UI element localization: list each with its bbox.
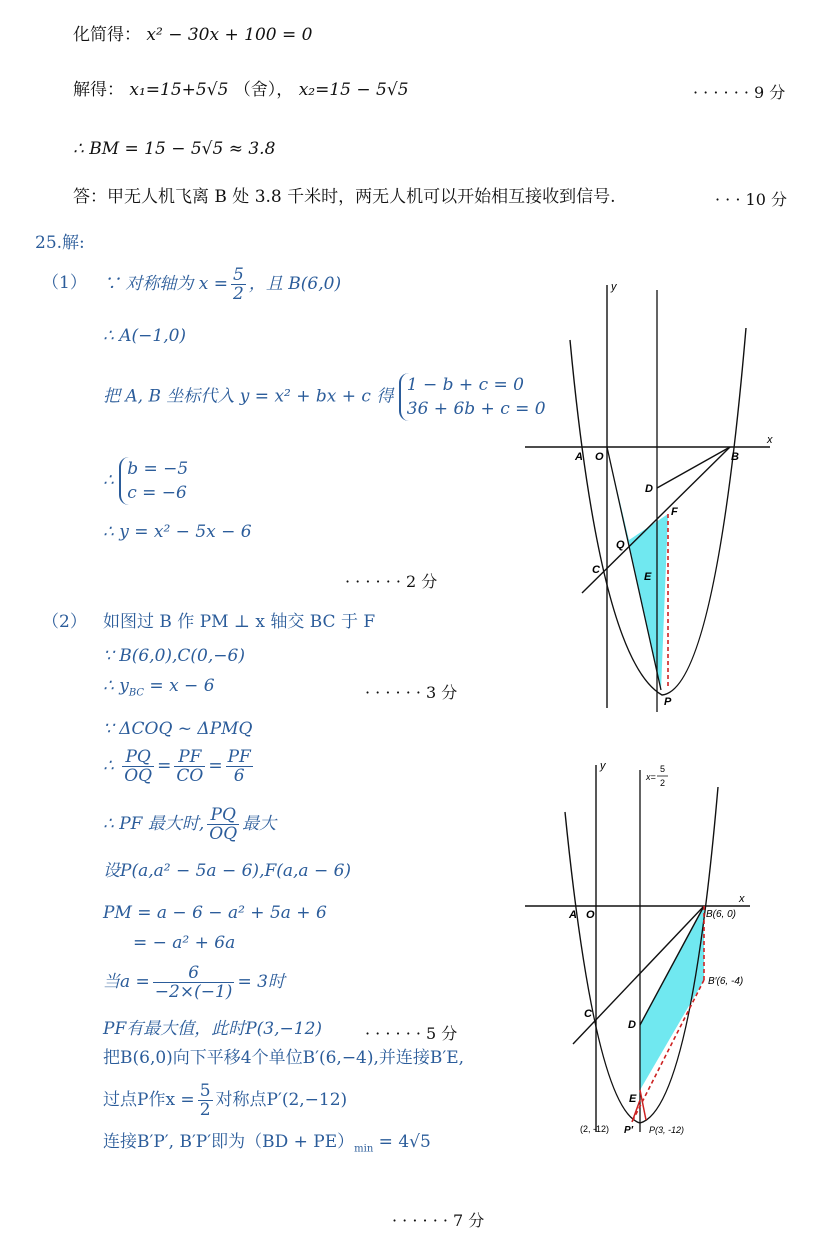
label-B: B(6, 0) xyxy=(706,909,737,920)
text: = x − 6 xyxy=(144,676,215,696)
part2-line14 xyxy=(103,1131,431,1160)
denominator: −2×(−1) xyxy=(154,982,233,1002)
shaded-region xyxy=(607,447,668,690)
text: 当a = xyxy=(103,972,150,992)
label-P: P(3, -12) xyxy=(649,1125,685,1135)
therefore: ∴ xyxy=(103,470,114,491)
label-A: A xyxy=(569,909,577,921)
label: 解得： xyxy=(73,80,124,100)
solve-line xyxy=(73,79,409,101)
shaded-region xyxy=(640,906,704,1090)
bm-line: ∴ BM = 15 − 5√5 ≈ 3.8 xyxy=(73,139,276,159)
part2-line7: 设P(a,a² − 5a − 6),F(a,a − 6) xyxy=(103,861,352,881)
fraction xyxy=(207,806,239,843)
part2-line8: PM = a − 6 − a² + 5a + 6 xyxy=(103,903,327,923)
part2-line6 xyxy=(103,806,276,843)
label-sym-d: 2 xyxy=(660,778,666,788)
part2-line11: PF有最大值，此时P(3,−12) xyxy=(103,1019,323,1039)
text: = 4√5 xyxy=(373,1132,431,1152)
text: 对称点P′(2,−12) xyxy=(215,1090,348,1110)
result-system xyxy=(119,457,188,505)
part1-line5: ∴ y = x² − 5x − 6 xyxy=(103,522,252,542)
part2-line10 xyxy=(103,964,285,1001)
numerator: 5 xyxy=(233,265,244,285)
text: ∴ PF 最大时, xyxy=(103,814,205,834)
label-x: x xyxy=(739,893,745,905)
score-7: · · · · · · 7 分 xyxy=(392,1211,485,1230)
x1: x₁=15+5√5 xyxy=(129,80,229,100)
part2-line4: ∵ ΔCOQ ~ ΔPMQ xyxy=(103,719,253,739)
therefore: ∴ xyxy=(103,756,114,776)
line-db xyxy=(657,447,730,488)
label-E: E xyxy=(644,571,652,583)
fraction-pf-co xyxy=(174,748,205,785)
res1: b = −5 xyxy=(127,459,189,479)
problem-header: 25.解: xyxy=(35,233,85,253)
label: 化简得： xyxy=(73,25,141,45)
graph-2 xyxy=(520,755,790,1145)
denominator: 6 xyxy=(233,766,245,786)
eq2: 36 + 6b + c = 0 xyxy=(406,399,546,419)
x1-note: （舍）， xyxy=(233,80,294,100)
part2-line5 xyxy=(103,748,256,785)
text: 连接B′P′, B′P′即为（BD + PE） xyxy=(103,1132,355,1152)
text: ∵ 对称轴为 x = xyxy=(103,274,229,294)
numerator: PQ xyxy=(207,806,239,825)
part2-line13 xyxy=(103,1082,347,1119)
text: = 3时 xyxy=(237,972,285,992)
equals: = xyxy=(208,756,223,776)
graph-1 xyxy=(520,272,790,717)
part2-line12: 把B(6,0)向下平移4个单位B′(6,−4),并连接B′E, xyxy=(103,1048,465,1068)
part1-number: （1） xyxy=(42,273,87,293)
text: 最大 xyxy=(242,814,277,834)
label-Pp: P′ xyxy=(624,1125,634,1136)
numerator: 5 xyxy=(199,1081,211,1101)
label-D: D xyxy=(628,1019,636,1031)
score-9: · · · · · · 9 分 xyxy=(693,83,786,102)
label-C: C xyxy=(584,1008,592,1020)
label-Pp-coord: (2, -12) xyxy=(580,1124,610,1134)
denominator: OQ xyxy=(124,766,153,786)
label-C: C xyxy=(592,564,600,576)
x2: x₂=15 − 5√5 xyxy=(298,80,409,100)
res2: c = −6 xyxy=(127,483,187,503)
answer-line: 答：甲无人机飞离 B 处 3.8 千米时，两无人机可以开始相互接收到信号. xyxy=(73,187,616,207)
label-O: O xyxy=(586,909,595,921)
label-sym-x: x= xyxy=(646,772,656,782)
score-10: · · · 10 分 xyxy=(715,190,787,209)
text: 过点P作x = xyxy=(103,1090,195,1110)
label-B: B xyxy=(731,451,739,463)
part1-line4 xyxy=(103,457,188,505)
numerator: PF xyxy=(174,748,205,767)
fraction xyxy=(198,1082,213,1119)
score-2: · · · · · · 2 分 xyxy=(345,572,438,591)
label-Q: Q xyxy=(616,539,625,551)
denominator: 2 xyxy=(233,284,244,304)
label-sym-n: 5 xyxy=(660,764,666,774)
part2-line9: = − a² + 6a xyxy=(133,933,236,953)
label-D: D xyxy=(645,483,653,495)
label-Bp: B′(6, -4) xyxy=(708,976,744,987)
numerator: 6 xyxy=(153,964,235,983)
numerator: PF xyxy=(227,747,251,767)
fraction-pq-oq xyxy=(122,748,154,785)
part2-number: （2） xyxy=(42,612,87,632)
denominator: CO xyxy=(176,766,204,786)
part1-line2: ∴ A(−1,0) xyxy=(103,326,187,346)
text: 把 A, B 坐标代入 y = x² + bx + c xyxy=(103,386,371,407)
label-x: x xyxy=(767,434,773,446)
equals: = xyxy=(157,756,172,776)
fraction xyxy=(153,964,235,1001)
subscript: min xyxy=(354,1143,374,1155)
simplify-line xyxy=(73,24,312,46)
equation: x² − 30x + 100 = 0 xyxy=(146,25,313,45)
part2-line2: ∵ B(6,0),C(0,−6) xyxy=(103,646,245,666)
label-O: O xyxy=(595,451,604,463)
fraction-pf-6 xyxy=(226,748,253,785)
text: 得 xyxy=(376,386,394,407)
fraction xyxy=(231,266,246,303)
label-y: y xyxy=(611,281,617,293)
label-F: F xyxy=(671,506,678,518)
score-3: · · · · · · 3 分 xyxy=(365,683,458,702)
subscript: BC xyxy=(128,687,145,699)
score-5: · · · · · · 5 分 xyxy=(365,1024,458,1043)
part1-line3 xyxy=(103,373,546,421)
part1-line1 xyxy=(103,266,341,303)
label-A: A xyxy=(575,451,583,463)
label-E: E xyxy=(629,1093,637,1105)
numerator: PQ xyxy=(122,748,154,767)
denominator: OQ xyxy=(209,824,238,844)
part2-line3 xyxy=(103,675,215,704)
text: ∴ y xyxy=(103,676,129,696)
eq1: 1 − b + c = 0 xyxy=(406,375,524,395)
text: ，且 B(6,0) xyxy=(248,274,342,294)
label-y: y xyxy=(600,760,606,772)
denominator: 2 xyxy=(199,1100,211,1120)
label-P: P xyxy=(664,696,672,708)
part2-line1: 如图过 B 作 PM ⊥ x 轴交 BC 于 F xyxy=(103,612,376,632)
